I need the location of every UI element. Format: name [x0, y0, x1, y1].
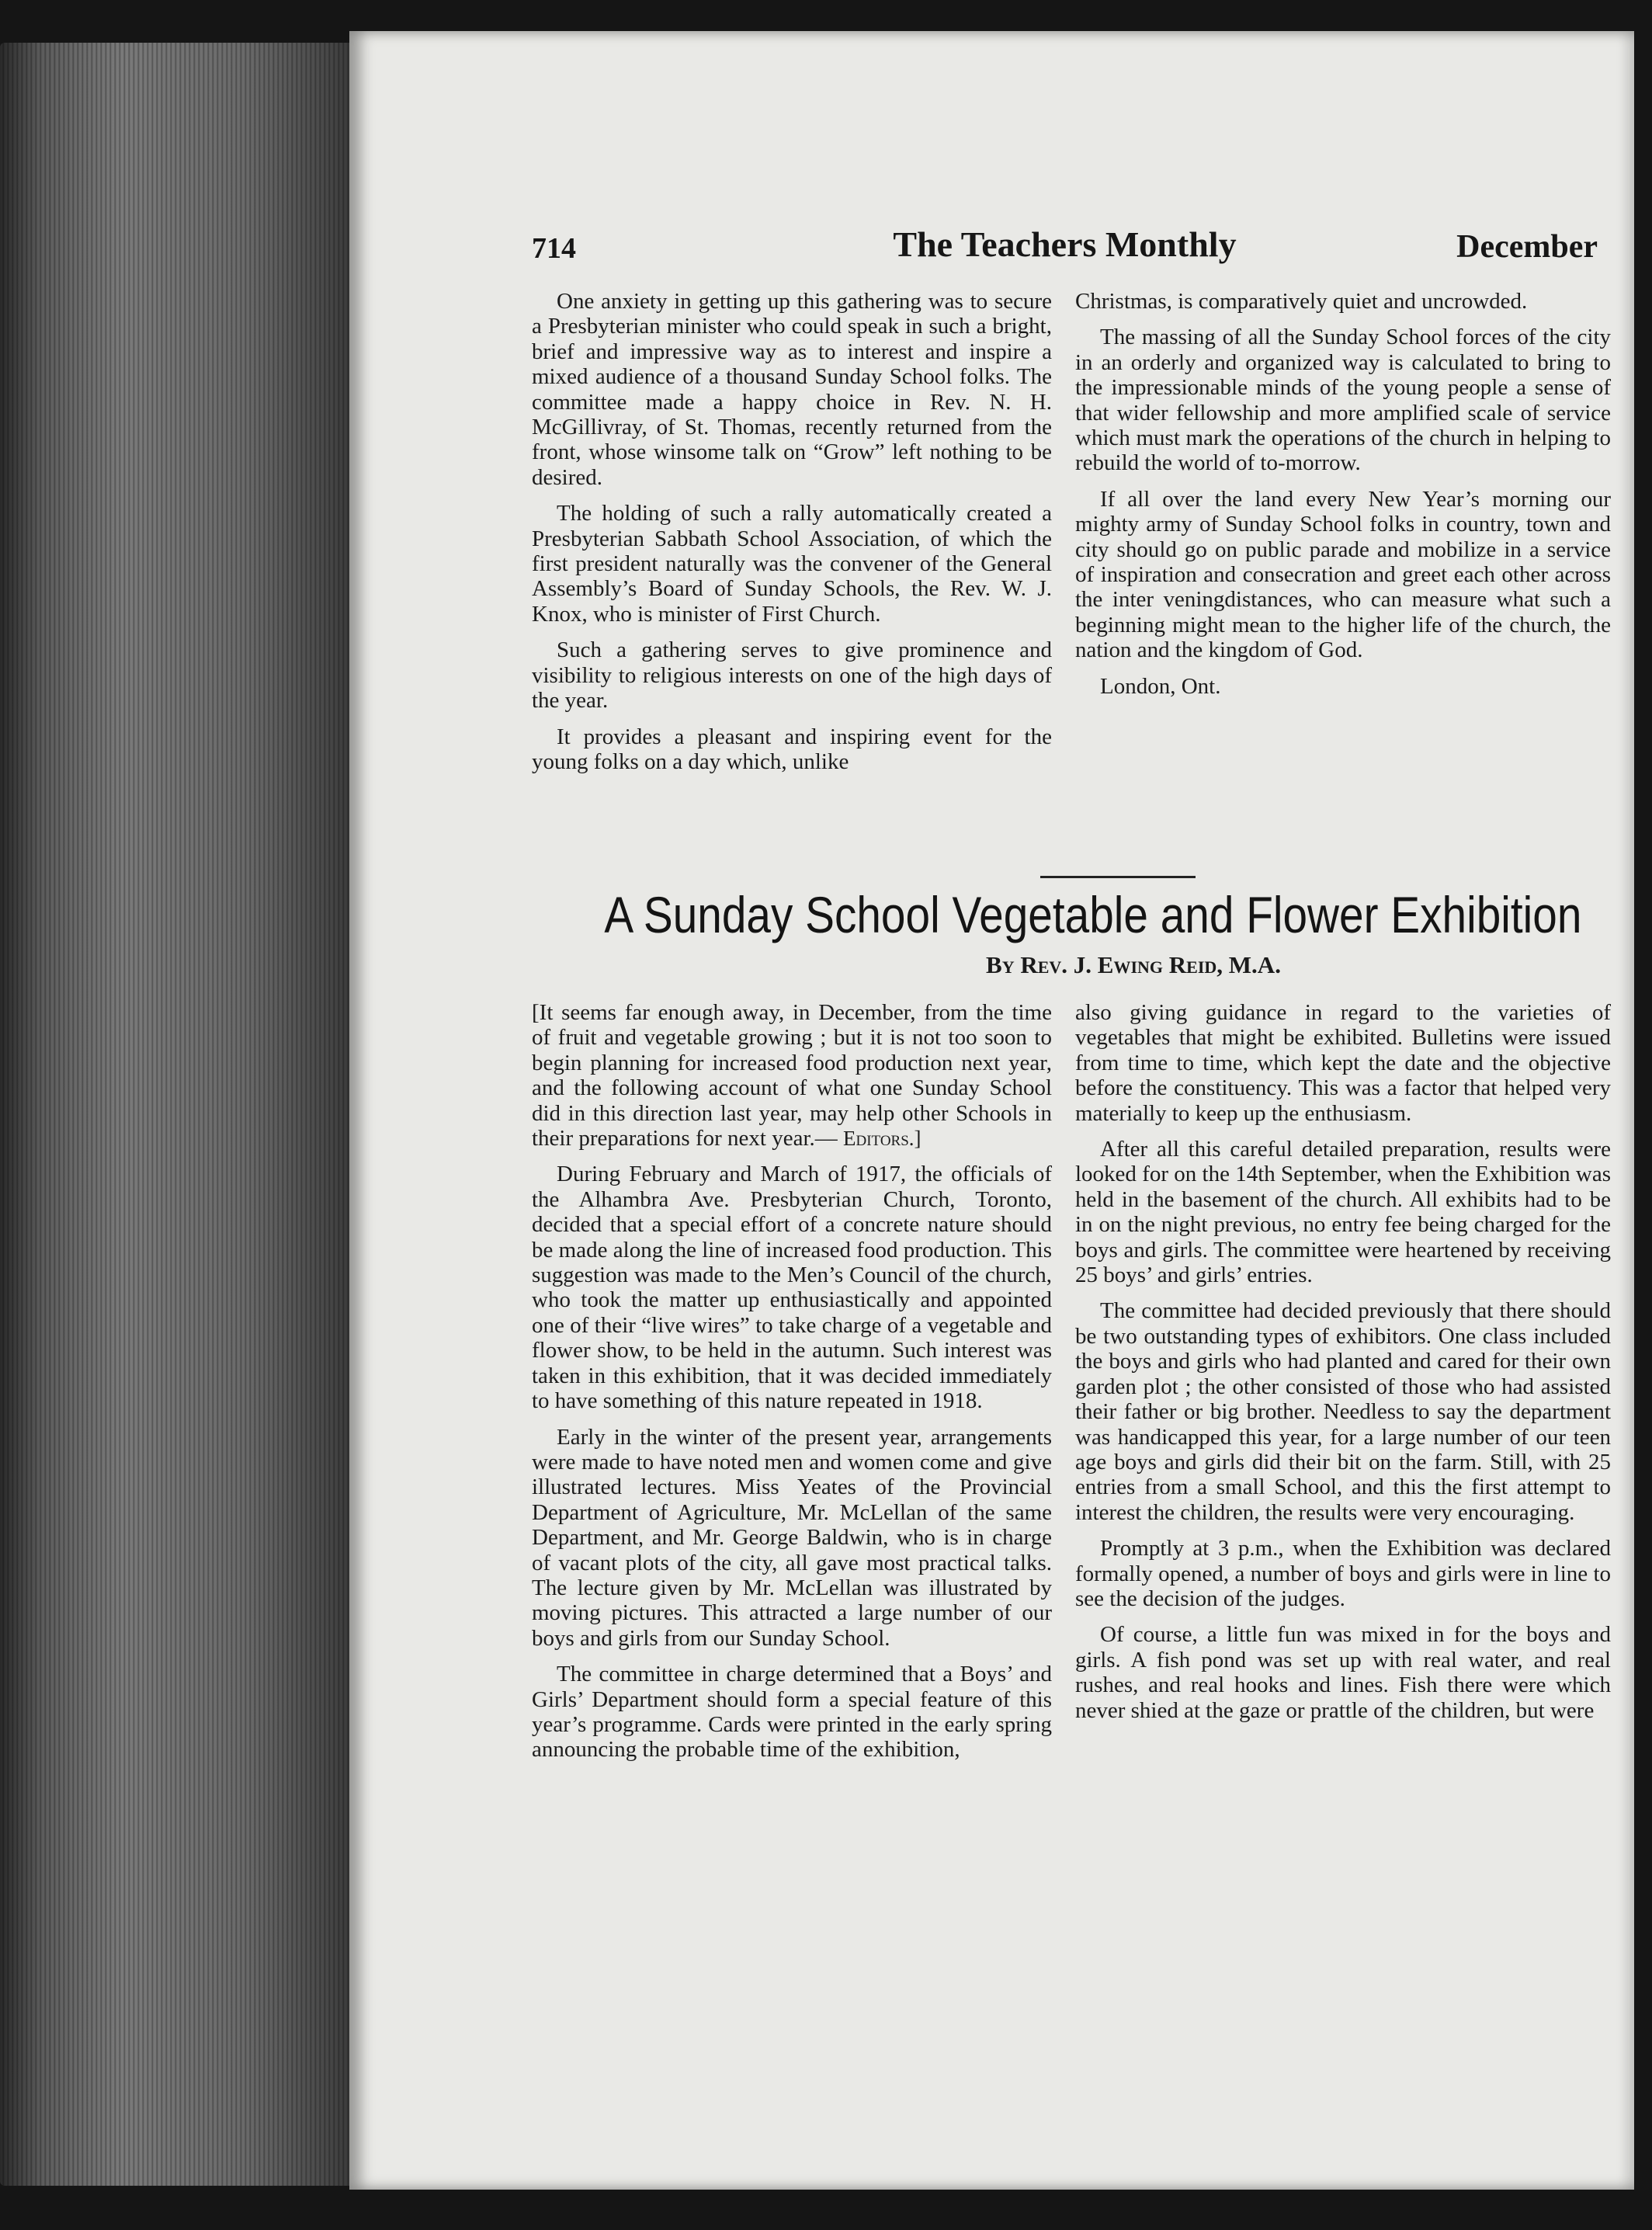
article-right-column [1075, 1000, 1611, 1734]
paragraph: also giving guidance in regard to the varieties of vegetables that might be exhibited. Bulletins were issued from time to time, which kept the date and the objective before the constituency. This was a factor that helped very materially to keep up the enthusiasm. [1075, 1000, 1611, 1126]
paragraph: One anxiety in getting up this gathering was to secure a Presbyterian minister who could speak in such a bright, brief and impressive way as to interest and inspire a mixed audience of a thousand Sunday School folks. The committee made a happy choice in Rev. N. H. McGillivray, of St. Thomas, recently returned from the front, whose winsome talk on “Grow” left nothing to be desired. [532, 289, 1052, 490]
paragraph: Such a gathering serves to give prominence and visibility to religious interests on one of the high days of the year. [532, 637, 1052, 714]
paragraph: Of course, a little fun was mixed in for the boys and girls. A fish pond was set up with real water, and real rushes, and real hooks and lines. Fish there were which never shied at the gaze or prattle of the children, but were [1075, 1622, 1611, 1723]
issue-month: December [1456, 229, 1598, 265]
paragraph: Early in the winter of the present year, arrangements were made to have noted men and women come and give illustrated lectures. Miss Yeates of the Provincial Department of Agriculture, Mr. McLellan of the same Department, and Mr. George Baldwin, who is in charge of vacant plots of the city, all gave most practical talks. The lecture given by Mr. McLellan was illustrated by moving pictures. This attracted a large number of our boys and girls from our Sunday School. [532, 1424, 1052, 1651]
publication-title: The Teachers Monthly [893, 224, 1237, 264]
section-divider [1040, 876, 1196, 878]
paragraph: The committee in charge determined that a Boys’ and Girls’ Department should form a special feature of this year’s programme. Cards were printed in the early spring announcing the probable time of the exhibition, [532, 1662, 1052, 1763]
paragraph: The committee had decided previously that there should be two outstanding types of exhibitors. One class included the boys and girls who had planted and cared for their own garden plot ; the other consisted of those who had assisted their father or big brother. Needless to say the department was handicapped this year, for a large number of our teen age boys and girls did their bit on the farm. Still, with 25 entries from a small School, and this the first attempt to interest the children, the results were very encouraging. [1075, 1298, 1611, 1525]
magazine-page [349, 31, 1634, 2190]
paragraph: The massing of all the Sunday School forces of the city in an orderly and organized way is calculated to bring to the impressionable minds of the young people a sense of that wider fellowship and more amplified scale of service which must mark the operations of the church in helping to rebuild the world of to-morrow. [1075, 325, 1611, 476]
paragraph: If all over the land every New Year’s morning our mighty army of Sunday School folks in country, town and city should go on public parade and mobilize in a service of inspiration and consecration and greet each other across the inter veningdistances, who can measure what such a beginning might mean to the higher life of the church, the nation and the kingdom of God. [1075, 486, 1611, 663]
paragraph: The holding of such a rally automatically created a Presbyterian Sabbath School Association, of which the first president naturally was the convener of the General Assembly’s Board of Sunday Schools, the Rev. W. J. Knox, who is minister of First Church. [532, 501, 1052, 627]
top-right-column [1075, 289, 1611, 710]
paragraph: Promptly at 3 p.m., when the Exhibition was declared formally opened, a number of boys and girls were in line to see the decision of the judges. [1075, 1536, 1611, 1611]
top-left-column [532, 289, 1052, 785]
page-number: 714 [532, 232, 576, 265]
book-page-edges [0, 43, 349, 2186]
paragraph: After all this careful detailed preparation, results were looked for on the 14th September, when the Exhibition was held in the basement of the church. All exhibits had to be in on the night previous, no entry fee being charged for the boys and girls. The committee were heartened by receiving 25 boys’ and girls’ entries. [1075, 1137, 1611, 1288]
editor-note: [It seems far enough away, in December, from the time of fruit and vegetable growing ; but it is not too soon to begin planning for increased food production next year, and the following account of what one Sunday School did in this direction last year, may help other Schools in their preparations for next year.— Editors.] [532, 1000, 1052, 1151]
dateline: London, Ont. [1100, 673, 1221, 699]
paragraph: During February and March of 1917, the officials of the Alhambra Ave. Presbyterian Church, Toronto, decided that a special effort of a concrete nature should be made along the line of increased food production. This suggestion was made to the Men’s Council of the church, who took the matter up enthusiastically and appointed one of their “live wires” to take charge of a vegetable and flower show, to be held in the autumn. Such interest was taken in this exhibition, that it was decided immediately to have something of this nature repeated in 1918. [532, 1162, 1052, 1414]
running-header [532, 224, 1598, 286]
article-title: A Sunday School Vegetable and Flower Exhibition [604, 886, 1582, 943]
article-byline: By Rev. J. Ewing Reid, M.A. [986, 951, 1281, 978]
article-left-column [532, 1000, 1052, 1773]
paragraph: It provides a pleasant and inspiring event for the young folks on a day which, unlike [532, 724, 1052, 774]
editor-signature: Editors.] [843, 1127, 921, 1151]
paragraph: Christmas, is comparatively quiet and uncrowded. [1075, 289, 1528, 314]
